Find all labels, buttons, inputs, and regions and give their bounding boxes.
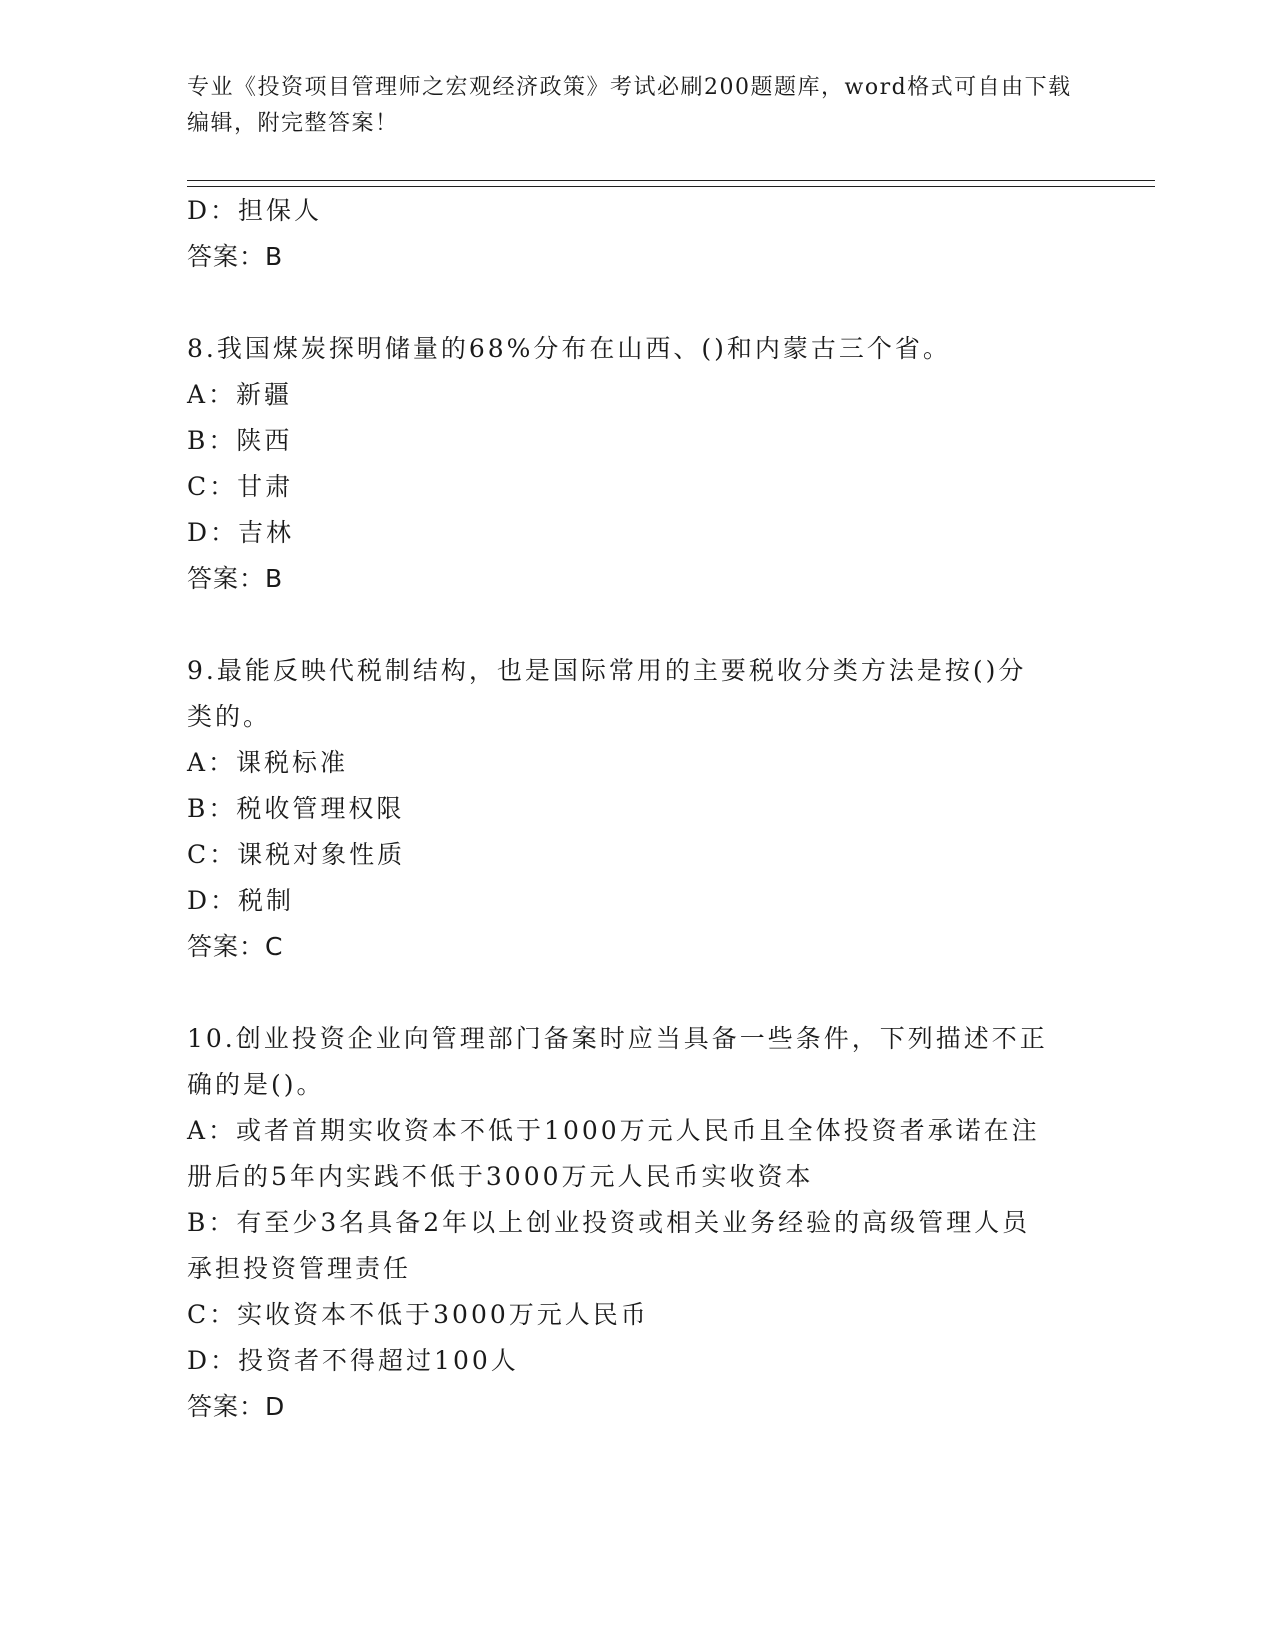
question-text-continued: 类的。 (187, 702, 272, 731)
answer-line: 答案：D (187, 1392, 286, 1421)
question-block-7-continued (187, 188, 1077, 280)
option-d: D：投资者不得超过100人 (187, 1346, 519, 1375)
option-a: A：新疆 (187, 380, 293, 409)
spacer (187, 280, 1077, 326)
question-block-8 (187, 326, 1077, 602)
option-d: D：吉林 (187, 518, 295, 547)
question-text: 8.我国煤炭探明储量的68%分布在山西、()和内蒙古三个省。 (187, 334, 951, 363)
question-block-10 (187, 1016, 1077, 1430)
answer-line: 答案：C (187, 932, 284, 961)
question-block-9 (187, 648, 1077, 970)
option-a: A：或者首期实收资本不低于1000万元人民币且全体投资者承诺在注 (187, 1116, 1040, 1145)
option-a-continued: 册后的5年内实践不低于3000万元人民币实收资本 (187, 1162, 814, 1191)
header-divider (187, 180, 1155, 187)
option-c: C：课税对象性质 (187, 840, 406, 869)
answer-line: 答案：B (187, 564, 284, 593)
header-text: 专业《投资项目管理师之宏观经济政策》考试必刷200题题库，word格式可自由下载编辑，附完整答案！ (187, 75, 1072, 136)
option-d: D：税制 (187, 886, 295, 915)
document-body (187, 188, 1077, 1430)
answer-line: 答案：B (187, 242, 284, 271)
option-c: C：甘肃 (187, 472, 294, 501)
option-d: D：担保人 (187, 196, 323, 225)
document-header (187, 70, 1087, 142)
option-b: B：有至少3名具备2年以上创业投资或相关业务经验的高级管理人员 (187, 1208, 1031, 1237)
spacer (187, 602, 1077, 648)
spacer (187, 970, 1077, 1016)
option-b: B：陕西 (187, 426, 293, 455)
question-text-continued: 确的是()。 (187, 1070, 325, 1099)
option-a: A：课税标准 (187, 748, 349, 777)
option-c: C：实收资本不低于3000万元人民币 (187, 1300, 649, 1329)
option-b: B：税收管理权限 (187, 794, 405, 823)
question-text: 9.最能反映代税制结构，也是国际常用的主要税收分类方法是按()分 (187, 656, 1027, 685)
question-text: 10.创业投资企业向管理部门备案时应当具备一些条件，下列描述不正 (187, 1024, 1048, 1053)
option-b-continued: 承担投资管理责任 (187, 1254, 412, 1283)
